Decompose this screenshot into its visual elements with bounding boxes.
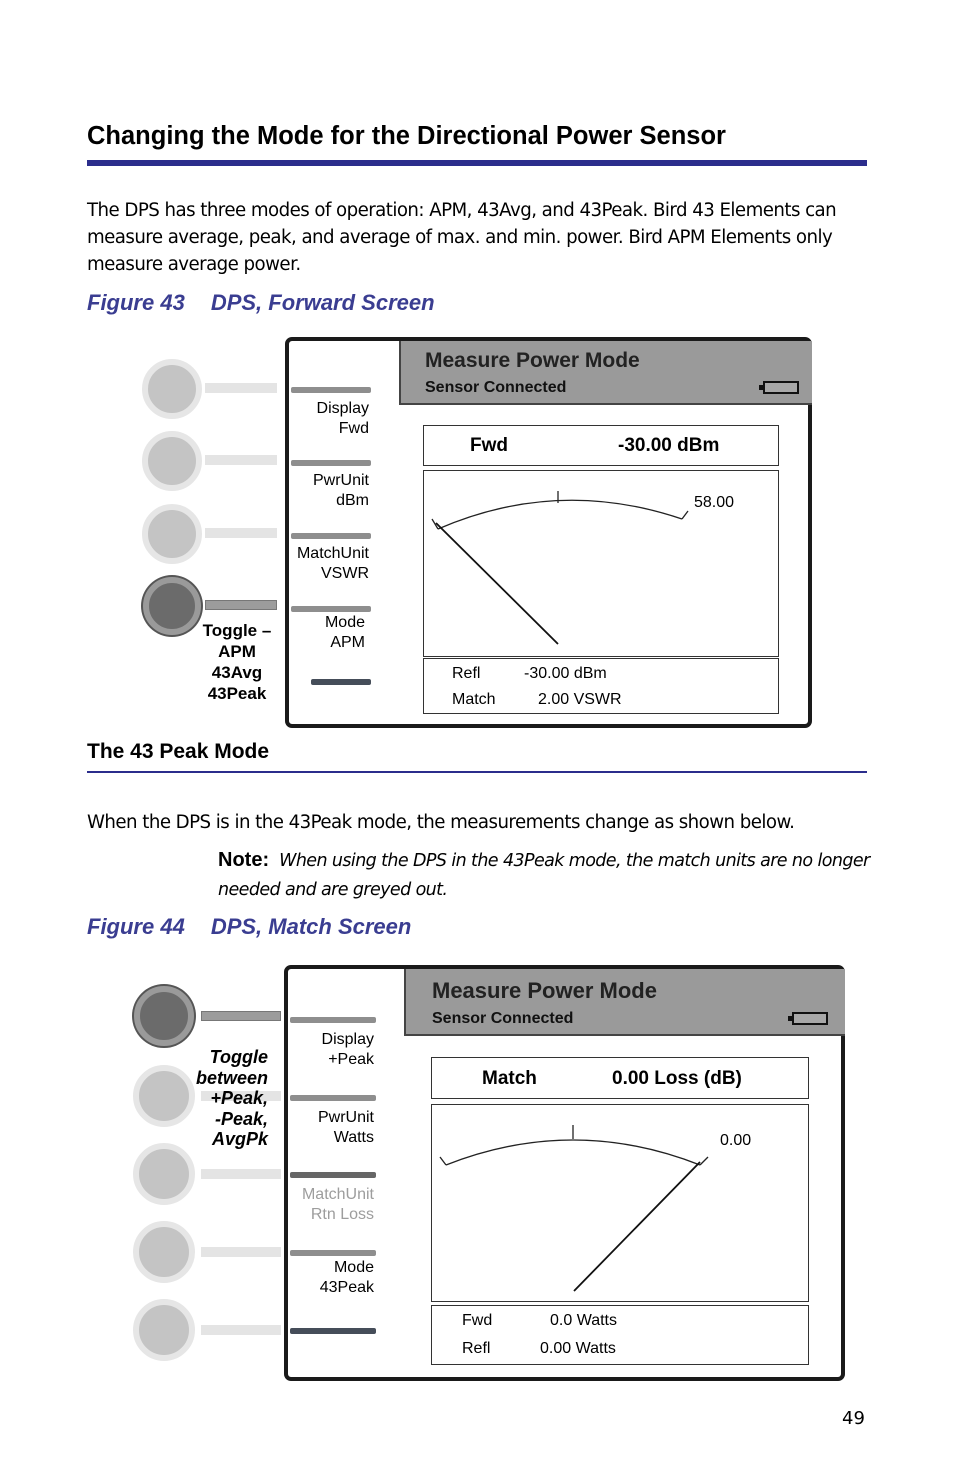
f44-softkey-button-1-active[interactable] [134, 986, 194, 1046]
f43-meter-right-tick [682, 511, 688, 519]
f43-softkey-stem-4 [205, 600, 277, 610]
f44-meter-arc [446, 1140, 700, 1165]
f43-lower-readout [423, 658, 779, 714]
f44-softkey-stem-1 [201, 1011, 281, 1021]
f44-softkey-1-line1: Display [321, 1031, 374, 1048]
f43-softkey-3-line1: MatchUnit [296, 545, 369, 562]
f44-softkey-label-3-greyed [288, 1185, 374, 1225]
f43-meter-needle [436, 523, 558, 644]
f44-meter-max: 0.00 [720, 1132, 752, 1149]
f43-readout [423, 425, 779, 466]
f44-softkey-stem-5 [201, 1325, 281, 1335]
f44-toggle-callout [168, 1047, 268, 1150]
f44-softkey-label-2[interactable] [288, 1108, 374, 1148]
figure43-label: Figure 43 [87, 290, 185, 315]
f43-toggle-line: 43Avg [211, 663, 263, 682]
f43-softkey-button-1[interactable] [142, 359, 202, 419]
f44-toggle-line: Toggle [209, 1047, 268, 1067]
f43-lower-row2-value: 2.00 VSWR [538, 691, 622, 708]
f43-softkey-label-4[interactable] [289, 613, 365, 653]
f44-softkey-button-5[interactable] [133, 1299, 195, 1361]
f43-toggle-line: Toggle – [202, 621, 272, 640]
f43-softkey-bar-5 [311, 679, 371, 685]
f43-softkey-label-3[interactable] [289, 544, 369, 584]
f43-softkey-bar-1 [291, 387, 371, 393]
f43-toggle-callout [196, 620, 278, 704]
intro-paragraph: The DPS has three modes of operation: APM, 43Avg, and 43Peak. Bird 43 Elements can measure average, peak, and average of max. and min. power. Bird APM Elements only measure average power. [87, 200, 837, 275]
f44-lower-row1-label: Fwd [462, 1312, 493, 1329]
f43-softkey-4-line2: APM [330, 634, 365, 651]
f44-softkey-button-4[interactable] [133, 1221, 195, 1283]
f43-lower-row1-label: Refl [452, 665, 481, 682]
note-block [218, 846, 878, 904]
f44-readout [431, 1057, 809, 1099]
f44-lower-row1-value: 0.0 Watts [550, 1312, 617, 1329]
f43-softkey-bar-2 [291, 460, 371, 466]
f43-softkey-bar-3 [291, 533, 371, 539]
battery-icon [792, 1012, 828, 1025]
f43-toggle-line: APM [218, 642, 256, 661]
f44-header-status: Sensor Connected [432, 1010, 574, 1027]
f43-meter-svg [424, 471, 777, 655]
f44-lower-readout [431, 1305, 809, 1365]
f43-lower-row1-value: -30.00 dBm [524, 665, 607, 682]
f44-softkey-bar-5 [290, 1328, 376, 1334]
f43-toggle-line: 43Peak [207, 684, 267, 703]
peak-paragraph: When the DPS is in the 43Peak mode, the measurements change as shown below. [87, 812, 795, 833]
f43-softkey-bar-4 [291, 606, 371, 612]
f44-toggle-line: between [195, 1067, 268, 1088]
f44-softkey-bar-4 [290, 1250, 376, 1256]
f43-lower-row2-label: Match [452, 691, 496, 708]
title-rule [87, 160, 867, 166]
note-text: When using the DPS in the 43Peak mode, the match units are no longer needed and are greyed out. [218, 851, 870, 900]
f43-meter-arc [438, 500, 682, 529]
f44-lower-row2-label: Refl [462, 1340, 491, 1357]
figure44-label: Figure 44 [87, 914, 185, 939]
f44-screen [284, 965, 845, 1381]
f43-header-title: Measure Power Mode [425, 349, 640, 372]
f44-meter-right-tick [700, 1157, 708, 1165]
f44-readout-label: Match [482, 1068, 537, 1089]
f43-softkey-button-3[interactable] [142, 504, 202, 564]
f44-meter [431, 1104, 809, 1302]
f44-softkey-3-line1: MatchUnit [301, 1186, 374, 1203]
f43-softkey-button-4-active[interactable] [143, 577, 201, 635]
f44-header [404, 969, 845, 1036]
f43-meter-max: 58.00 [694, 494, 735, 511]
figure43-title: DPS, Forward Screen [210, 290, 435, 315]
figure44-caption [87, 914, 411, 940]
f43-softkey-1-line1: Display [316, 400, 369, 417]
note-label: Note: [218, 849, 270, 871]
section-title: Changing the Mode for the Directional Power Sensor [87, 122, 726, 150]
figure43-caption [87, 290, 435, 316]
f43-softkey-4-line1: Mode [324, 614, 365, 631]
f43-header-status: Sensor Connected [425, 379, 567, 396]
f44-meter-svg [432, 1105, 807, 1300]
f43-softkey-2-line2: dBm [336, 492, 369, 509]
f43-softkey-stem-2 [205, 455, 277, 465]
f43-softkey-label-1[interactable] [289, 399, 369, 439]
f44-softkey-label-4[interactable] [288, 1258, 374, 1298]
f44-softkey-2-line1: PwrUnit [317, 1109, 374, 1126]
f44-toggle-line: AvgPk [211, 1129, 268, 1149]
figure44-title: DPS, Match Screen [210, 914, 412, 939]
f44-toggle-line: +Peak, [210, 1088, 268, 1108]
f44-softkey-4-line1: Mode [333, 1259, 374, 1276]
f44-softkey-stem-4 [201, 1247, 281, 1257]
f44-meter-needle [574, 1162, 700, 1291]
f44-softkey-3-line2: Rtn Loss [310, 1206, 374, 1223]
f43-softkey-stem-3 [205, 528, 277, 538]
f44-softkey-1-line2: +Peak [328, 1051, 374, 1068]
f43-screen [285, 337, 812, 728]
f44-toggle-line: -Peak, [214, 1108, 268, 1129]
f43-readout-value: -30.00 dBm [618, 435, 720, 456]
f44-softkey-bar-3 [290, 1172, 376, 1178]
f43-meter [423, 470, 779, 657]
subsection-rule [87, 771, 867, 773]
f43-softkey-stem-1 [205, 383, 277, 393]
f43-softkey-button-2[interactable] [142, 431, 202, 491]
f43-softkey-label-2[interactable] [289, 471, 369, 511]
f43-softkey-2-line1: PwrUnit [312, 472, 369, 489]
f44-softkey-2-line2: Watts [333, 1129, 374, 1146]
f44-softkey-4-line2: 43Peak [319, 1279, 374, 1296]
page-number: 49 [842, 1408, 865, 1429]
subsection-title: The 43 Peak Mode [87, 740, 270, 763]
f44-softkey-bar-2 [290, 1095, 376, 1101]
f44-softkey-button-3[interactable] [133, 1143, 195, 1205]
f43-softkey-3-line2: VSWR [321, 565, 369, 582]
battery-icon [763, 381, 799, 394]
f44-softkey-stem-3 [201, 1169, 281, 1179]
f44-lower-row2-value: 0.00 Watts [540, 1340, 616, 1357]
f44-softkey-label-1[interactable] [288, 1030, 374, 1070]
f44-header-title: Measure Power Mode [432, 978, 657, 1003]
f44-meter-left-tick [440, 1157, 446, 1165]
f44-softkey-bar-1 [290, 1017, 376, 1023]
f43-header [399, 341, 812, 405]
f44-readout-value: 0.00 Loss (dB) [612, 1068, 742, 1089]
f43-softkey-1-line2: Fwd [338, 420, 369, 437]
f43-readout-label: Fwd [470, 435, 508, 456]
